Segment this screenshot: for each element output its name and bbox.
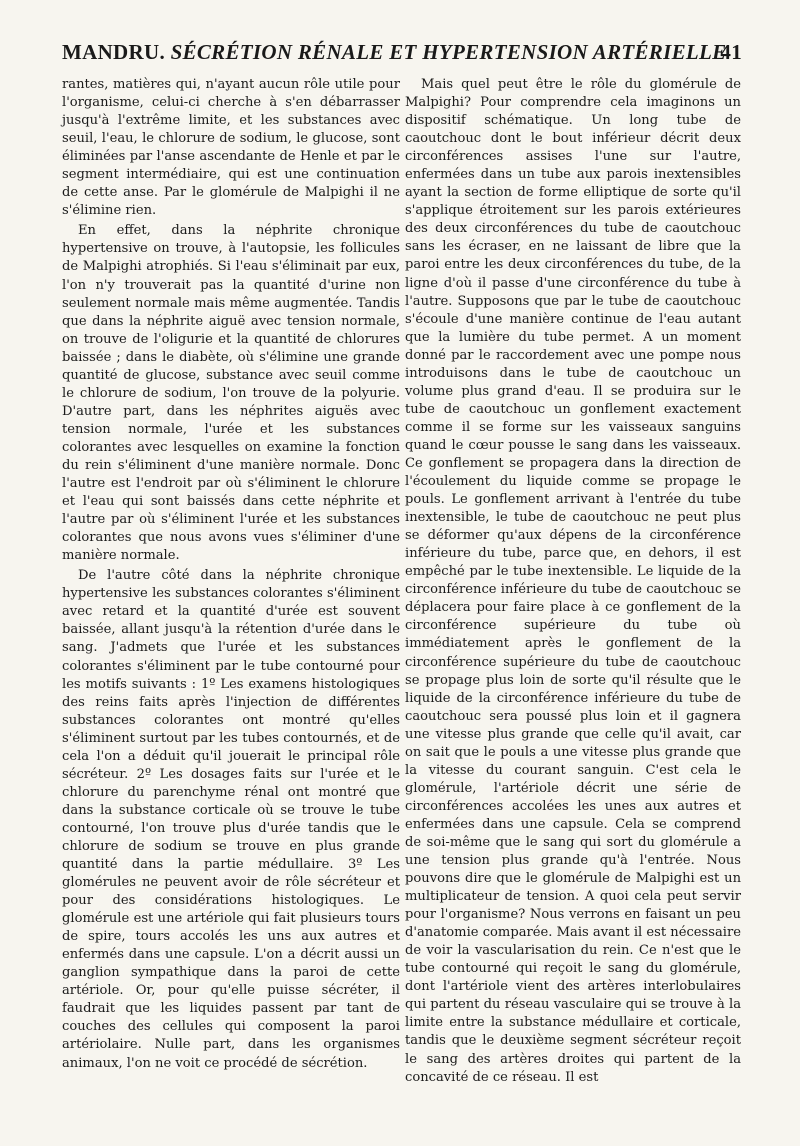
page-number: 41 — [720, 40, 742, 64]
running-header — [62, 40, 742, 74]
left-column — [62, 76, 400, 1073]
paragraph: Mais quel peut être le rôle du glomérule de Malpighi? Pour comprendre cela imaginons un dispositif schématique. Un long tube de caoutchouc dont le bout inférieur décrit deux circonférences assises l'une sur l'autre, enfermées dans un tube aux parois inextensibles ayant la section de forme elliptique de sorte qu'il s'applique étroitement sur les parois extérieures des deux circonférences du tube de caoutchouc sans les écraser, en ne laissant de libre que la paroi entre les deux circonférences du tube, de la ligne d'où il passe d'une circonférence du tube à l'autre. Supposons que par le tube de caoutchouc s'écoule d'une manière continue de l'eau autant que la lumière du tube permet. A un moment donné par le raccordement avec une pompe nous introduisons dans le tube de caoutchouc un volume plus grand d'eau. Il se produira sur le tube de caoutchouc un gonflement exactement comme il se forme sur les vaisseaux sanguins quand le cœur pousse le sang dans les vaisseaux. Ce gonflement se propagera dans la direction de l'écoulement du liquide comme se propage le pouls. Le gonflement arrivant à l'entrée du tube inextensible, le tube de caoutchouc ne peut plus se déformer qu'aux dépens de la circonférence inférieure du tube, parce que, en dehors, il est empêché par le tube inextensible. Le liquide de la circonférence inférieure du tube de caoutchouc se déplacera pour faire place à ce gonflement de la circonférence supérieure du tube où immédiatement après le gonflement de la circonférence supérieure du tube de caoutchouc se propage plus loin de sorte qu'il résulte que le liquide de la circonférence inférieure du tube de caoutchouc sera poussé plus loin et il gagnera une vitesse plus grande que celle qu'il avait, car on sait que le pouls a une vitesse plus grande que la vitesse du courant sanguin. C'est cela le glomérule, l'artériole décrit une série de circonférences accolées les unes aux autres et enfermées dans une capsule. Cela se comprend de soi-même que le sang qui sort du glomérule a une tension plus grande qu'à l'entrée. Nous pouvons dire que le glomérule de Malpighi est un multiplicateur de tension. A quoi cela peut servir pour l'organisme? Nous verrons en faisant un peu d'anatomie comparée. Mais avant il est nécessaire de voir la vascularisation du rein. Ce n'est que le tube contourné qui reçoit le sang du glomérule, dont l'artériole vient des artères interlobulaires qui partent du réseau vasculaire qui se trouve à la limite entre la substance médullaire et corticale, tandis que le deuxième segment sécréteur reçoit le sang des artères droites qui partent de la concavité de ce réseau. Il est — [405, 77, 741, 1085]
paragraph: En effet, dans la néphrite chronique hypertensive on trouve, à l'autopsie, les follicules de Malpighi atrophiés. Si l'eau s'éliminait par eux, l'on n'y trouverait pas la quantité d'urine non seulement normale mais même augmentée. Tandis que dans la néphrite aiguë avec tension normale, on trouve de l'oligurie et la quantité de chlorures baissée ; dans le diabète, où s'élimine une grande quantité de glucose, substance avec seuil comme le chlorure de sodium, l'on trouve de la polyurie. D'autre part, dans les néphrites aiguës avec tension normale, l'urée et les substances colorantes avec lesquelles on examine la fonction du rein s'éliminent d'une manière normale. Donc l'autre est l'endroit par où s'éliminent le chlorure et l'eau qui sont baissés dans cette néphrite et l'autre par où s'éliminent l'urée et les substances colorantes que nous avons vues s'éliminer d'une manière normale. — [62, 223, 400, 564]
paragraph: De l'autre côté dans la néphrite chronique hypertensive les substances colorantes s'éliminent avec retard et la quantité d'urée est souvent baissée, allant jusqu'à la rétention d'urée dans le sang. J'admets que l'urée et les substances colorantes s'éliminent par le tube contourné pour les motifs suivants : 1º Les examens histologiques des reins faits après l'injection de différentes substances colorantes ont montré qu'elles s'éliminent surtout par les tubes contournés, et de cela l'on a déduit qu'il jouerait le principal rôle sécréteur. 2º Les dosages faits sur l'urée et le chlorure du parenchyme rénal ont montré que dans la substance corticale où se trouve le tube contourné, l'on trouve plus d'urée tandis que le chlorure de sodium se trouve en plus grande quantité dans la partie médullaire. 3º Les glomérules ne peuvent avoir de rôle sécréteur et pour des considérations histologiques. Le glomérule est une artériole qui fait plusieurs tours de spire, tours accolés les uns aux autres et enfermés dans une capsule. L'on a décrit aussi un ganglion sympathique dans la paroi de cette artériole. Or, pour qu'elle puisse sécréter, il faudrait que les liquides passent par tant de couches des cellules qui composent la paroi artériolaire. Nulle part, dans les organismes animaux, l'on ne voit ce procédé de sécrétion. — [62, 568, 400, 1071]
header-author: MANDRU. — [62, 40, 165, 64]
paragraph: rantes, matières qui, n'ayant aucun rôle utile pour l'organisme, celui-ci cherche à s'en débarrasser jusqu'à l'extrême limite, et les substances avec seuil, l'eau, le chlorure de sodium, le glucose, sont éliminées par l'anse ascendante de Henle et par le segment intermédiaire, qui est une continuation de cette anse. Par le glomérule de Malpighi il ne s'élimine rien. — [62, 77, 400, 219]
header-title: SÉCRÉTION RÉNALE ET HYPERTENSION ARTÉRIELLE — [170, 40, 727, 64]
right-column — [405, 76, 741, 1087]
